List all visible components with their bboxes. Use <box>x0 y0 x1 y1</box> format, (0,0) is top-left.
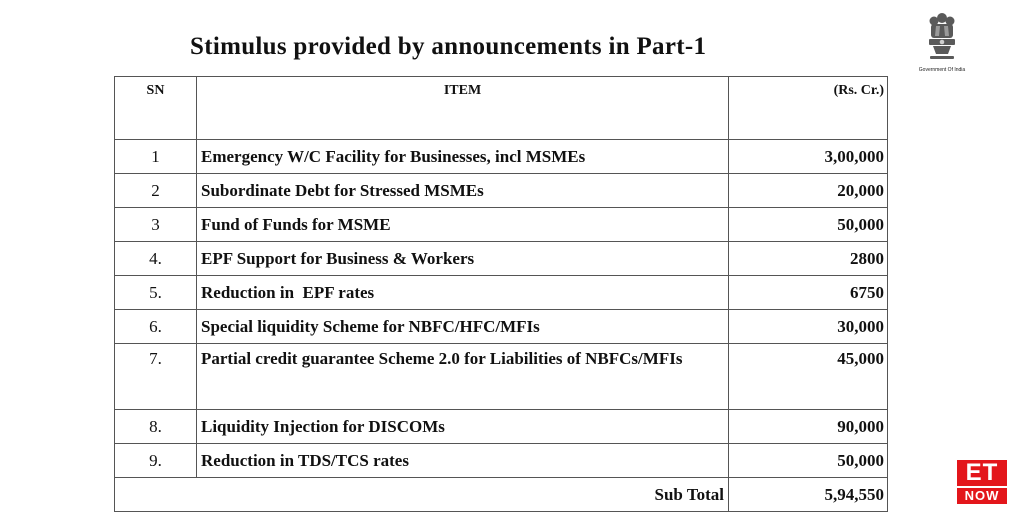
table-row <box>115 174 888 208</box>
row-sn: 7. <box>115 344 197 410</box>
row-item: Emergency W/C Facility for Businesses, incl MSMEs <box>197 140 729 174</box>
subtotal-value: 5,94,550 <box>729 478 888 512</box>
logo-et-text: ET <box>957 460 1007 486</box>
row-item: Reduction in EPF rates <box>197 276 729 310</box>
row-sn: 3 <box>115 208 197 242</box>
row-sn: 8. <box>115 410 197 444</box>
row-item: Fund of Funds for MSME <box>197 208 729 242</box>
national-emblem-icon <box>925 10 959 66</box>
table-header-row <box>115 77 888 140</box>
row-sn: 6. <box>115 310 197 344</box>
table-row <box>115 310 888 344</box>
subtotal-label: Sub Total <box>115 478 729 512</box>
row-sn: 4. <box>115 242 197 276</box>
et-now-logo <box>957 460 1007 504</box>
table-row <box>115 208 888 242</box>
row-amount: 50,000 <box>729 444 888 478</box>
row-amount: 50,000 <box>729 208 888 242</box>
row-sn: 9. <box>115 444 197 478</box>
row-amount: 6750 <box>729 276 888 310</box>
row-item: Special liquidity Scheme for NBFC/HFC/MFIs <box>197 310 729 344</box>
logo-now-text: NOW <box>957 488 1007 504</box>
header-item: ITEM <box>197 77 729 140</box>
row-amount: 20,000 <box>729 174 888 208</box>
government-emblem <box>912 10 972 76</box>
table-row <box>115 410 888 444</box>
row-amount: 45,000 <box>729 344 888 410</box>
row-amount: 30,000 <box>729 310 888 344</box>
row-amount: 90,000 <box>729 410 888 444</box>
page-title: Stimulus provided by announcements in Part-1 <box>190 33 707 60</box>
row-sn: 1 <box>115 140 197 174</box>
row-sn: 2 <box>115 174 197 208</box>
row-item: Reduction in TDS/TCS rates <box>197 444 729 478</box>
row-item: Partial credit guarantee Scheme 2.0 for Liabilities of NBFCs/MFIs <box>197 344 729 410</box>
row-amount: 2800 <box>729 242 888 276</box>
emblem-caption: Government Of India <box>918 67 966 73</box>
table-row <box>115 140 888 174</box>
row-item: EPF Support for Business & Workers <box>197 242 729 276</box>
table-row <box>115 276 888 310</box>
table-row <box>115 444 888 478</box>
header-amount: (Rs. Cr.) <box>729 77 888 140</box>
row-item: Subordinate Debt for Stressed MSMEs <box>197 174 729 208</box>
subtotal-row <box>115 478 888 512</box>
table-row <box>115 344 888 410</box>
row-item: Liquidity Injection for DISCOMs <box>197 410 729 444</box>
header-sn: SN <box>115 77 197 140</box>
table-row <box>115 242 888 276</box>
stimulus-table <box>114 76 888 512</box>
row-sn: 5. <box>115 276 197 310</box>
row-amount: 3,00,000 <box>729 140 888 174</box>
